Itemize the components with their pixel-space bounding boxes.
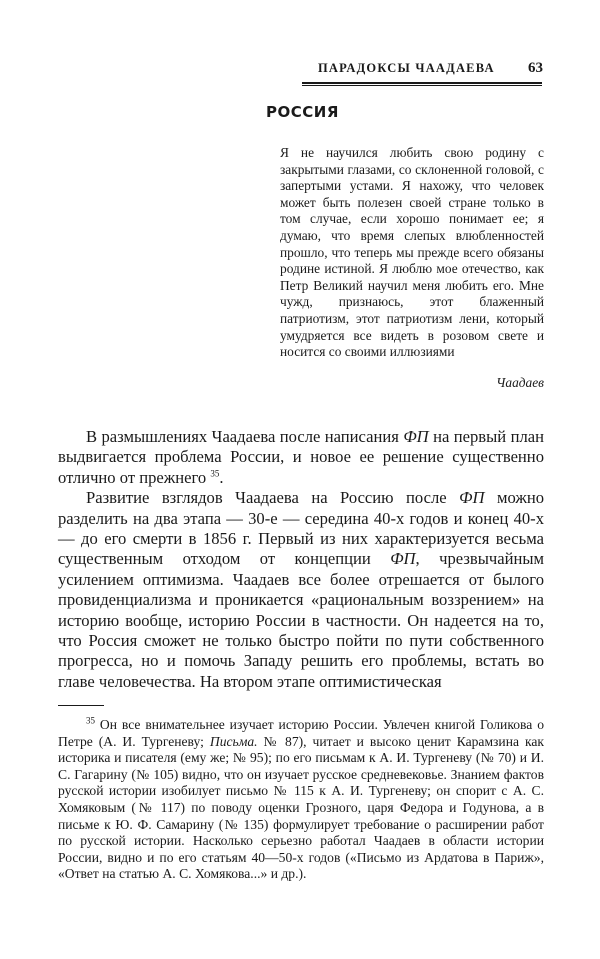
text-run: № 87), читает и высоко ценит Карамзина как историка и писателя (ему же; № 95); по его письмам к А. И. Тургеневу (№ 70) и И. С. Гагарину (№ 105) видно, что он изучает русское средневековье. Знанием фактов русской истории изобилует письмо № 115 к А. И. Тургеневу; он спорит с А. С. Хомяковым (№ 117) по поводу оценки Грозного, царя Федора и Годунова, а в письме к Ю. Ф. Самарину (№ 135) формулирует требование о расширении работ по русской истории. Насколько серьезно работал Чаадаев в области истории России, видно и по его статьям 40—50-х годов («Письмо из Ардатова в Париж», «Ответ на статью А. С. Хомякова...» и др.).: [58, 733, 544, 882]
header-rule: [302, 82, 542, 86]
text-run: можно разделить на два этапа — 30-е — середина 40-х годов и конец 40-х — до его смерти в 1856 г. Первый из них характеризуется весьма существенным отходом от концепции: [58, 488, 544, 569]
abbreviation: ФП: [403, 427, 429, 446]
page-number: 63: [528, 60, 543, 76]
section-title: РОССИЯ: [266, 103, 339, 121]
running-head: [318, 60, 543, 82]
text-run: на первый план выдвигается проблема России, и новое ее решение существенно отлично от прежнего: [58, 427, 544, 487]
epigraph-author: Чаадаев: [496, 375, 544, 390]
text-run: , чрезвычайным усилением оптимизма. Чаадаев все более отрешается от былого провиденциализма и проникается «рациональным воззрением» на историю вообще, историю России в частности. Он надеется на то, что Россия сможет не только быстро пойти по пути собственного прогресса, но и помочь Западу решить его проблемы, встать во главе человечества. На втором этапе оптимистическая: [58, 549, 545, 691]
text-run: .: [219, 467, 224, 487]
epigraph-text: Я не научился любить свою родину с закрытыми глазами, со склоненной головой, с запертыми устами. Я нахожу, что человек может быть полезен своей стране только в том случае, если хорошо понимает ее; я думаю, что время слепых влюбленностей прошло, что теперь мы прежде всего обязаны родине истиной. Я люблю мое отечество, как Петр Великий научил меня любить его. Мне чужд, признаюсь, этот блаженный патриотизм, этот патриотизм лени, который умудряется все видеть в розовом свете и носится со своими иллюзиями: [280, 145, 544, 360]
footnote-ref[interactable]: 35: [210, 468, 220, 479]
abbreviation: ФП: [459, 488, 485, 508]
text-run: В размышлениях Чаадаева после написания: [86, 427, 404, 446]
source-title: Письма.: [209, 733, 258, 749]
paragraph: [58, 488, 544, 692]
footnote: [58, 717, 544, 883]
footnotes: [58, 717, 544, 883]
footnote-number: 35: [86, 715, 95, 726]
epigraph: [280, 145, 544, 361]
paragraph: [58, 427, 544, 488]
main-text: [58, 427, 544, 692]
text-run: Он все внимательнее изучает историю России. Увлечен книгой Голикова о Петре (А. И. Тургеневу;: [58, 717, 544, 749]
abbreviation: ФП: [390, 549, 416, 569]
footnote-rule: [58, 705, 104, 706]
running-title: ПАРАДОКСЫ ЧААДАЕВА: [318, 61, 495, 75]
text-run: Развитие взглядов Чаадаева на Россию после: [86, 488, 460, 508]
